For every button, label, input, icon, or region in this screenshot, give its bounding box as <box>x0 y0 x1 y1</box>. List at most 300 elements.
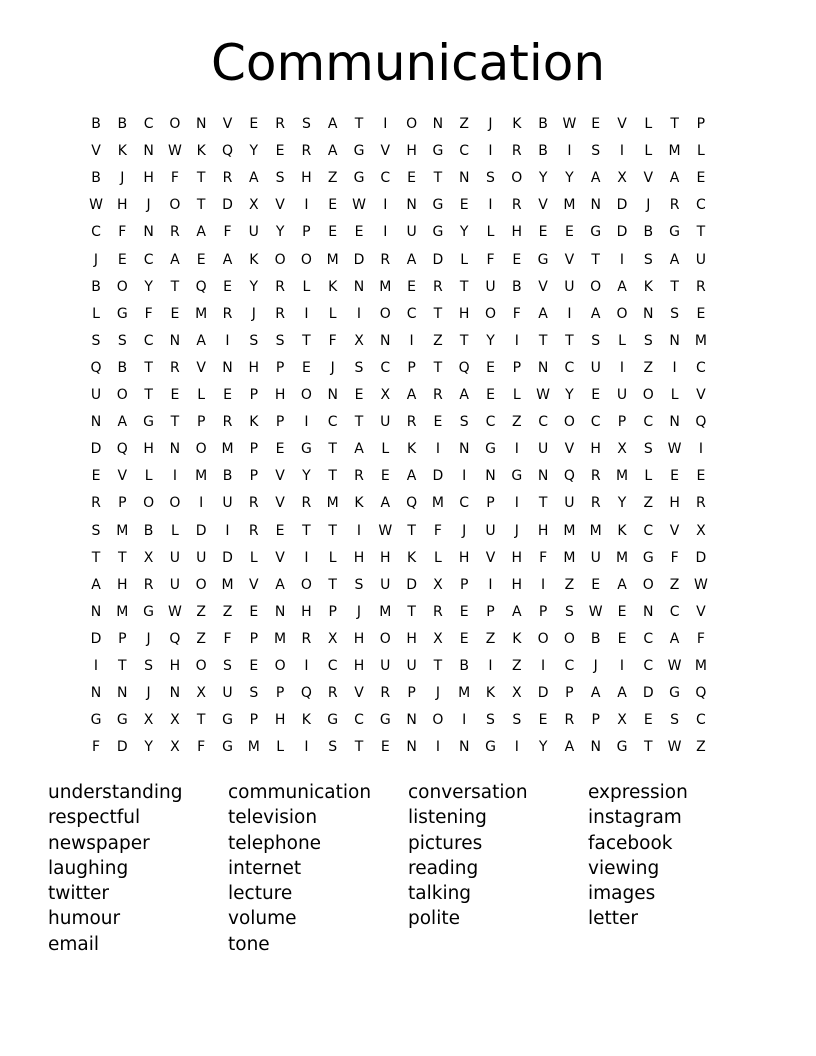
grid-letter[interactable]: M <box>431 495 444 512</box>
grid-letter[interactable]: M <box>116 522 129 539</box>
grid-letter[interactable]: Y <box>538 170 548 187</box>
grid-letter[interactable]: S <box>117 332 127 349</box>
grid-letter[interactable]: N <box>169 441 181 458</box>
grid-letter[interactable]: C <box>91 224 101 241</box>
grid-letter[interactable]: V <box>196 359 206 376</box>
grid-letter[interactable]: V <box>485 549 496 566</box>
grid-letter[interactable]: W <box>588 603 603 620</box>
grid-letter[interactable]: I <box>619 359 625 376</box>
grid-letter[interactable]: H <box>511 549 523 566</box>
grid-letter[interactable]: F <box>223 224 232 241</box>
grid-letter[interactable]: M <box>694 658 707 674</box>
grid-letter[interactable]: X <box>617 170 627 187</box>
grid-letter[interactable]: X <box>354 332 364 349</box>
grid-letter[interactable]: S <box>223 658 232 674</box>
grid-letter[interactable]: X <box>433 630 443 647</box>
grid-letter[interactable]: R <box>406 414 417 431</box>
grid-letter[interactable]: G <box>669 224 681 241</box>
grid-letter[interactable]: S <box>249 332 259 349</box>
grid-letter[interactable]: K <box>196 143 206 160</box>
grid-letter[interactable]: I <box>304 197 309 214</box>
grid-letter[interactable]: M <box>274 630 287 647</box>
grid-letter[interactable]: G <box>485 739 496 756</box>
grid-letter[interactable]: U <box>564 278 575 295</box>
grid-letter[interactable]: E <box>354 387 364 403</box>
grid-letter[interactable]: T <box>144 359 153 376</box>
grid-letter[interactable]: E <box>486 387 495 403</box>
grid-letter[interactable]: H <box>301 603 312 620</box>
grid-letter[interactable]: R <box>222 170 233 187</box>
grid-letter[interactable]: N <box>458 170 470 187</box>
grid-letter[interactable]: S <box>486 170 495 187</box>
grid-letter[interactable]: E <box>380 739 390 756</box>
grid-letter[interactable]: A <box>275 576 285 593</box>
grid-letter[interactable]: I <box>541 576 546 593</box>
grid-letter[interactable]: H <box>406 143 417 160</box>
grid-letter[interactable]: P <box>249 441 259 458</box>
grid-letter[interactable]: T <box>407 522 416 539</box>
grid-letter[interactable]: P <box>538 603 548 620</box>
grid-letter[interactable]: E <box>696 468 706 485</box>
grid-letter[interactable]: S <box>486 712 495 729</box>
grid-letter[interactable]: H <box>458 305 470 322</box>
grid-letter[interactable]: R <box>511 143 522 160</box>
grid-letter[interactable]: A <box>590 685 601 702</box>
grid-letter[interactable]: F <box>670 549 679 566</box>
grid-letter[interactable]: D <box>222 549 233 566</box>
grid-letter[interactable]: G <box>590 224 602 241</box>
grid-letter[interactable]: X <box>143 712 154 729</box>
grid-letter[interactable]: N <box>458 739 470 756</box>
grid-letter[interactable]: F <box>696 630 705 647</box>
grid-letter[interactable]: I <box>514 332 519 349</box>
grid-letter[interactable]: I <box>225 332 230 349</box>
grid-letter[interactable]: M <box>247 739 260 756</box>
grid-letter[interactable]: A <box>406 251 417 268</box>
grid-letter[interactable]: H <box>458 549 470 566</box>
grid-letter[interactable]: M <box>221 576 234 593</box>
grid-letter[interactable]: E <box>223 387 232 403</box>
grid-letter[interactable]: I <box>514 441 519 458</box>
grid-letter[interactable]: P <box>249 630 259 647</box>
grid-letter[interactable]: E <box>249 603 259 620</box>
grid-letter[interactable]: I <box>435 441 440 458</box>
grid-letter[interactable]: H <box>511 224 523 241</box>
grid-letter[interactable]: L <box>618 332 626 349</box>
grid-letter[interactable]: I <box>514 495 519 512</box>
grid-letter[interactable]: U <box>695 251 707 268</box>
grid-letter[interactable]: E <box>459 603 469 620</box>
grid-letter[interactable]: L <box>328 305 337 322</box>
grid-letter[interactable]: K <box>301 712 311 729</box>
grid-letter[interactable]: Z <box>643 495 654 512</box>
grid-letter[interactable]: N <box>169 685 181 702</box>
grid-letter[interactable]: O <box>590 278 602 295</box>
grid-letter[interactable]: I <box>356 522 362 539</box>
grid-letter[interactable]: Q <box>195 278 207 295</box>
grid-letter[interactable]: E <box>91 468 101 485</box>
grid-letter[interactable]: V <box>669 522 680 539</box>
grid-letter[interactable]: H <box>274 712 286 729</box>
grid-letter[interactable]: L <box>486 224 495 241</box>
grid-letter[interactable]: D <box>195 522 207 539</box>
grid-letter[interactable]: O <box>537 630 549 647</box>
grid-letter[interactable]: E <box>617 630 627 647</box>
grid-letter[interactable]: M <box>563 197 576 214</box>
grid-letter[interactable]: T <box>591 251 600 268</box>
grid-letter[interactable]: U <box>616 387 628 403</box>
grid-letter[interactable]: R <box>275 278 285 295</box>
grid-letter[interactable]: X <box>380 387 391 403</box>
grid-letter[interactable]: I <box>304 414 309 431</box>
grid-letter[interactable]: O <box>274 251 286 268</box>
grid-letter[interactable]: T <box>696 224 706 241</box>
grid-letter[interactable]: N <box>643 603 654 620</box>
grid-letter[interactable]: T <box>407 603 416 620</box>
grid-letter[interactable]: K <box>407 549 417 566</box>
grid-letter[interactable]: S <box>564 603 574 620</box>
grid-letter[interactable]: M <box>326 495 339 512</box>
grid-letter[interactable]: O <box>563 414 575 431</box>
grid-letter[interactable]: B <box>222 468 233 485</box>
grid-letter[interactable]: F <box>118 224 127 241</box>
grid-letter[interactable]: E <box>249 116 259 132</box>
grid-letter[interactable]: R <box>433 603 443 620</box>
grid-letter[interactable]: T <box>328 576 337 593</box>
grid-letter[interactable]: C <box>696 359 706 376</box>
grid-letter[interactable]: A <box>196 224 206 241</box>
grid-letter[interactable]: Y <box>565 170 574 187</box>
grid-letter[interactable]: C <box>643 414 654 431</box>
grid-letter[interactable]: X <box>617 441 627 458</box>
grid-letter[interactable]: W <box>693 576 708 593</box>
grid-letter[interactable]: L <box>460 251 469 268</box>
grid-letter[interactable]: I <box>488 143 493 160</box>
grid-letter[interactable]: C <box>564 359 575 376</box>
grid-letter[interactable]: L <box>644 143 653 160</box>
grid-letter[interactable]: R <box>354 468 364 485</box>
grid-letter[interactable]: I <box>488 576 493 593</box>
grid-letter[interactable]: Y <box>144 739 153 756</box>
grid-letter[interactable]: T <box>170 414 180 431</box>
grid-letter[interactable]: V <box>275 495 285 512</box>
grid-letter[interactable]: Y <box>249 143 259 160</box>
grid-letter[interactable]: B <box>538 116 548 132</box>
grid-letter[interactable]: G <box>222 712 233 729</box>
grid-letter[interactable]: E <box>170 305 180 322</box>
grid-letter[interactable]: U <box>169 549 181 566</box>
grid-letter[interactable]: X <box>196 685 206 702</box>
grid-letter[interactable]: L <box>197 387 206 403</box>
grid-letter[interactable]: L <box>512 387 521 403</box>
grid-letter[interactable]: J <box>435 685 440 702</box>
grid-letter[interactable]: F <box>91 739 101 756</box>
grid-letter[interactable]: K <box>354 495 364 512</box>
grid-letter[interactable]: E <box>617 603 627 620</box>
grid-letter[interactable]: V <box>538 197 548 214</box>
grid-letter[interactable]: N <box>458 441 470 458</box>
grid-letter[interactable]: W <box>562 116 577 132</box>
grid-letter[interactable]: T <box>354 116 364 132</box>
grid-letter[interactable]: C <box>143 116 154 132</box>
grid-letter[interactable]: E <box>407 278 417 295</box>
grid-letter[interactable]: I <box>462 712 467 729</box>
grid-letter[interactable]: V <box>275 197 285 214</box>
grid-letter[interactable]: Y <box>459 224 469 241</box>
grid-letter[interactable]: B <box>459 658 469 674</box>
grid-letter[interactable]: M <box>668 143 681 160</box>
grid-letter[interactable]: O <box>642 576 654 593</box>
grid-letter[interactable]: E <box>301 359 311 376</box>
grid-letter[interactable]: B <box>91 278 101 295</box>
grid-letter[interactable]: T <box>328 522 337 539</box>
grid-letter[interactable]: D <box>222 197 233 214</box>
grid-letter[interactable]: C <box>354 712 364 729</box>
grid-letter[interactable]: O <box>169 116 181 132</box>
grid-letter[interactable]: O <box>511 170 523 187</box>
grid-letter[interactable]: E <box>696 170 706 187</box>
grid-letter[interactable]: N <box>274 603 286 620</box>
grid-letter[interactable]: B <box>143 522 154 539</box>
grid-letter[interactable]: P <box>459 576 469 593</box>
grid-letter[interactable]: J <box>146 685 151 702</box>
grid-letter[interactable]: Z <box>327 170 338 187</box>
grid-letter[interactable]: A <box>170 251 180 268</box>
grid-letter[interactable]: J <box>251 305 256 322</box>
grid-letter[interactable]: H <box>406 630 417 647</box>
grid-letter[interactable]: R <box>222 414 233 431</box>
grid-letter[interactable]: N <box>143 224 154 241</box>
grid-letter[interactable]: S <box>643 441 653 458</box>
grid-letter[interactable]: E <box>354 224 364 241</box>
grid-letter[interactable]: E <box>696 305 706 322</box>
grid-letter[interactable]: G <box>669 685 681 702</box>
grid-letter[interactable]: A <box>327 143 338 160</box>
grid-letter[interactable]: V <box>222 116 233 132</box>
grid-letter[interactable]: C <box>406 305 417 322</box>
grid-letter[interactable]: I <box>383 224 388 241</box>
grid-letter[interactable]: Q <box>406 495 418 512</box>
grid-letter[interactable]: H <box>301 170 312 187</box>
grid-letter[interactable]: I <box>225 522 230 539</box>
grid-letter[interactable]: H <box>248 359 260 376</box>
grid-letter[interactable]: N <box>485 468 496 485</box>
grid-letter[interactable]: P <box>118 630 127 647</box>
grid-letter[interactable]: W <box>667 658 682 674</box>
grid-letter[interactable]: N <box>143 143 154 160</box>
grid-letter[interactable]: A <box>117 414 128 431</box>
grid-letter[interactable]: K <box>407 441 417 458</box>
grid-letter[interactable]: U <box>380 658 391 674</box>
grid-letter[interactable]: T <box>302 522 311 539</box>
grid-letter[interactable]: T <box>670 116 679 132</box>
grid-letter[interactable]: Z <box>222 603 233 620</box>
grid-letter[interactable]: Z <box>512 658 522 674</box>
grid-letter[interactable]: E <box>407 170 417 187</box>
grid-letter[interactable]: O <box>406 116 418 132</box>
grid-letter[interactable]: K <box>643 278 653 295</box>
grid-letter[interactable]: T <box>328 441 337 458</box>
grid-letter[interactable]: J <box>356 603 362 620</box>
grid-letter[interactable]: T <box>170 278 180 295</box>
grid-letter[interactable]: A <box>380 495 391 512</box>
grid-letter[interactable]: S <box>249 685 259 702</box>
grid-letter[interactable]: E <box>275 143 285 160</box>
grid-letter[interactable]: A <box>669 170 680 187</box>
grid-letter[interactable]: P <box>275 685 285 702</box>
grid-letter[interactable]: T <box>433 658 443 674</box>
grid-letter[interactable]: N <box>432 116 444 132</box>
grid-letter[interactable]: V <box>696 603 706 620</box>
grid-letter[interactable]: V <box>696 387 706 403</box>
grid-letter[interactable]: X <box>170 739 180 756</box>
grid-letter[interactable]: V <box>380 143 391 160</box>
grid-letter[interactable]: E <box>486 359 495 376</box>
grid-letter[interactable]: Q <box>169 630 181 647</box>
grid-letter[interactable]: S <box>591 332 601 349</box>
grid-letter[interactable]: R <box>590 468 601 485</box>
grid-letter[interactable]: N <box>537 468 549 485</box>
grid-letter[interactable]: C <box>459 143 470 160</box>
grid-letter[interactable]: A <box>564 739 575 756</box>
grid-letter[interactable]: F <box>223 630 232 647</box>
grid-letter[interactable]: A <box>590 305 601 322</box>
grid-letter[interactable]: E <box>538 712 548 729</box>
grid-letter[interactable]: T <box>459 278 469 295</box>
grid-letter[interactable]: X <box>433 576 443 593</box>
grid-letter[interactable]: N <box>537 359 549 376</box>
grid-letter[interactable]: D <box>695 549 707 566</box>
grid-letter[interactable]: V <box>275 549 285 566</box>
grid-letter[interactable]: K <box>249 414 259 431</box>
grid-letter[interactable]: U <box>537 441 549 458</box>
grid-letter[interactable]: E <box>564 224 574 241</box>
grid-letter[interactable]: E <box>512 251 522 268</box>
grid-letter[interactable]: E <box>380 468 390 485</box>
grid-letter[interactable]: H <box>353 630 365 647</box>
grid-letter[interactable]: O <box>169 495 181 512</box>
grid-letter[interactable]: C <box>643 630 654 647</box>
grid-letter[interactable]: D <box>90 630 102 647</box>
grid-letter[interactable]: O <box>300 251 312 268</box>
grid-letter[interactable]: V <box>117 468 128 485</box>
grid-letter[interactable]: W <box>378 522 393 539</box>
grid-letter[interactable]: N <box>195 116 207 132</box>
grid-letter[interactable]: R <box>564 712 575 729</box>
grid-letter[interactable]: E <box>459 630 469 647</box>
grid-letter[interactable]: G <box>616 739 628 756</box>
grid-letter[interactable]: M <box>379 603 392 620</box>
grid-letter[interactable]: E <box>249 658 259 674</box>
grid-letter[interactable]: C <box>459 495 470 512</box>
grid-letter[interactable]: A <box>669 251 680 268</box>
grid-letter[interactable]: V <box>275 468 285 485</box>
grid-letter[interactable]: I <box>567 143 572 160</box>
grid-letter[interactable]: O <box>379 305 391 322</box>
grid-letter[interactable]: X <box>327 630 338 647</box>
grid-letter[interactable]: J <box>146 197 151 214</box>
grid-letter[interactable]: O <box>195 576 207 593</box>
grid-letter[interactable]: T <box>354 414 364 431</box>
grid-letter[interactable]: A <box>91 576 101 593</box>
grid-letter[interactable]: R <box>170 224 180 241</box>
grid-letter[interactable]: T <box>670 278 679 295</box>
grid-letter[interactable]: T <box>433 170 443 187</box>
grid-letter[interactable]: T <box>433 305 443 322</box>
grid-letter[interactable]: R <box>433 278 443 295</box>
grid-letter[interactable]: E <box>117 251 127 268</box>
grid-letter[interactable]: X <box>143 549 154 566</box>
grid-letter[interactable]: G <box>379 712 391 729</box>
grid-letter[interactable]: U <box>590 549 601 566</box>
grid-letter[interactable]: N <box>90 414 102 431</box>
grid-letter[interactable]: M <box>458 685 471 702</box>
grid-letter[interactable]: E <box>223 278 232 295</box>
grid-letter[interactable]: Z <box>669 576 680 593</box>
grid-letter[interactable]: P <box>249 387 259 403</box>
grid-letter[interactable]: Y <box>302 468 311 485</box>
grid-letter[interactable]: Z <box>485 630 496 647</box>
grid-letter[interactable]: L <box>276 739 284 756</box>
grid-letter[interactable]: N <box>327 387 338 403</box>
grid-letter[interactable]: N <box>669 414 680 431</box>
grid-letter[interactable]: D <box>90 441 102 458</box>
grid-letter[interactable]: A <box>459 387 469 403</box>
grid-letter[interactable]: P <box>275 414 285 431</box>
grid-letter[interactable]: Z <box>459 116 469 132</box>
grid-letter[interactable]: C <box>143 332 154 349</box>
grid-letter[interactable]: B <box>117 359 128 376</box>
grid-letter[interactable]: Z <box>196 630 206 647</box>
grid-letter[interactable]: T <box>328 468 337 485</box>
grid-letter[interactable]: E <box>196 251 206 268</box>
grid-letter[interactable]: J <box>330 359 335 376</box>
grid-letter[interactable]: E <box>591 116 601 132</box>
grid-letter[interactable]: I <box>383 116 388 132</box>
grid-letter[interactable]: P <box>486 603 495 620</box>
grid-letter[interactable]: O <box>195 658 207 674</box>
grid-letter[interactable]: Q <box>90 359 102 376</box>
grid-letter[interactable]: W <box>667 739 682 756</box>
grid-letter[interactable]: J <box>646 197 651 214</box>
grid-letter[interactable]: I <box>488 197 493 214</box>
grid-letter[interactable]: M <box>195 305 208 322</box>
grid-letter[interactable]: N <box>353 278 365 295</box>
grid-letter[interactable]: O <box>300 387 312 403</box>
grid-letter[interactable]: U <box>380 414 391 431</box>
grid-letter[interactable]: N <box>643 305 654 322</box>
grid-letter[interactable]: L <box>144 468 153 485</box>
grid-letter[interactable]: R <box>170 359 180 376</box>
grid-letter[interactable]: I <box>488 658 493 674</box>
grid-letter[interactable]: M <box>221 441 234 458</box>
grid-letter[interactable]: S <box>275 170 285 187</box>
grid-letter[interactable]: L <box>644 116 653 132</box>
grid-letter[interactable]: R <box>511 197 522 214</box>
grid-letter[interactable]: A <box>406 387 417 403</box>
grid-letter[interactable]: L <box>696 143 705 160</box>
grid-letter[interactable]: C <box>590 414 601 431</box>
grid-letter[interactable]: P <box>118 495 127 512</box>
grid-letter[interactable]: Q <box>458 359 470 376</box>
grid-letter[interactable]: D <box>537 685 549 702</box>
grid-letter[interactable]: E <box>275 522 285 539</box>
grid-letter[interactable]: T <box>196 170 206 187</box>
grid-letter[interactable]: L <box>92 305 100 322</box>
grid-letter[interactable]: V <box>538 278 548 295</box>
grid-letter[interactable]: S <box>354 576 364 593</box>
grid-letter[interactable]: S <box>670 305 680 322</box>
